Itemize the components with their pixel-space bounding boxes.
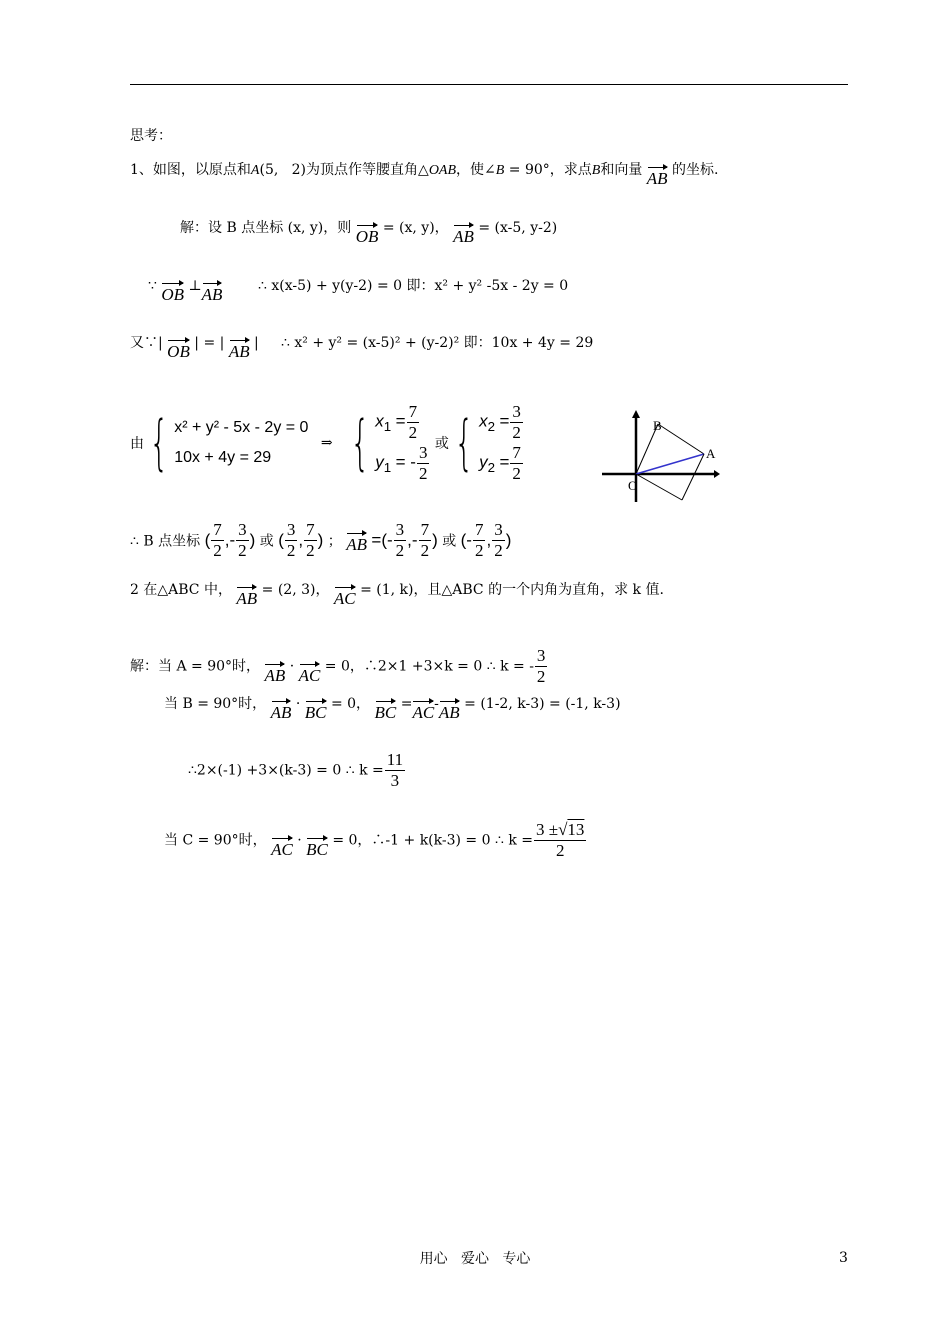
q1-prefix: 1、如图，以原点和 xyxy=(130,162,251,178)
sol1-l2-eq: ∴ x(x-5) + y(y-2) = 0 即：x² + y² -5x - 2y = 0 xyxy=(258,278,569,294)
vector-oa xyxy=(636,454,704,474)
solution-1-line-2: ∵ OB ⊥AB ∴ x(x-5) + y(y-2) = 0 即：x² + y² -5x - 2y = 0 xyxy=(148,278,569,304)
vector-ob: OB xyxy=(167,336,190,360)
vector-ab: AB xyxy=(271,697,292,721)
vector-ab: AB xyxy=(264,660,285,684)
vector-bc: BC xyxy=(306,834,328,858)
sol2-b-res: ∴2×(-1) +3×(k-3) = 0 ∴ k = xyxy=(188,762,384,779)
sol2-a-pre: 解：当 A = 90°时， xyxy=(130,658,261,675)
q1-end: 的坐标. xyxy=(672,162,719,178)
vector-bc: BC xyxy=(305,697,327,721)
solution-2-case-c: 当 C = 90°时， AC · BC = 0，∴-1 + k(k-3) = 0 ∴ k = $\frac{3 \pm√13}{2}$ xyxy=(164,820,585,860)
sol1-l3-pre: 又∵ xyxy=(130,335,158,351)
q2-text3: = (1, k)，且△ABC 的一个内角为直角，求 k 值. xyxy=(360,582,664,598)
triangle-figure xyxy=(598,408,720,504)
footer-text: 用心 爱心 专心 xyxy=(419,1251,531,1267)
sol2-a-eq: = 0，∴2×1 +3×k = 0 ∴ k = - xyxy=(324,658,534,675)
q2-text2: = (2, 3)， xyxy=(261,582,330,598)
solution-2-case-b-result: ∴2×(-1) +3×(k-3) = 0 ∴ k = $\frac{11}{3}$ xyxy=(188,750,404,790)
label-o: O xyxy=(628,478,638,493)
sol1-eq1: = (x, y)， xyxy=(382,220,449,236)
vector-ac: AC xyxy=(299,660,321,684)
vector-ab: AB xyxy=(439,697,460,721)
q2-text1: 2 在△ABC 中， xyxy=(130,582,232,598)
vector-ac: AC xyxy=(271,834,293,858)
vector-ab: AB xyxy=(346,529,367,553)
sol2-b-eq2: = (1-2, k-3) = (-1, k-3) xyxy=(464,696,621,712)
heading: 思考： xyxy=(130,128,172,144)
vector-ab: AB xyxy=(647,163,668,187)
sys-or: 或 xyxy=(434,436,449,452)
segment-a-d xyxy=(682,454,704,500)
solution-2-case-b: 当 B = 90°时， AB · BC = 0， BC =AC-AB = (1-2, k-3) = (-1, k-3) xyxy=(164,696,621,722)
sys-eq-a: x² + y² - 5x - 2y = 0 xyxy=(174,419,309,436)
label-b: B xyxy=(653,418,662,433)
sys-eq-b: 10x + 4y = 29 xyxy=(174,449,272,466)
solution-1-line-1 xyxy=(180,218,557,245)
sys-pre: 由 xyxy=(130,436,144,452)
segment-d-o xyxy=(636,474,682,500)
vector-ab: AB xyxy=(453,221,474,245)
res-pre: ∴ B 点坐标 xyxy=(130,533,201,550)
y-axis-arrow-icon xyxy=(632,410,640,418)
label-a: A xyxy=(706,446,716,461)
segment-ba xyxy=(658,424,704,454)
x-axis-arrow-icon xyxy=(714,470,720,478)
vector-ob: OB xyxy=(161,279,184,303)
sol2-c-eq: = 0，∴-1 + k(k-3) = 0 ∴ k = xyxy=(332,832,533,849)
solution-1-result: ∴ B 点坐标 ( $\frac{7}{2}$ ,- $\frac{3}{2}$ ) 或 ( $\frac{3}{2}$ , $\frac{7}{2}$ ) ； AB =(- $\frac{3}{2}$ ,- $\frac{7}{2}$ ) 或 (- $\frac{7}{2}$ , $\frac{3}{2}$ ) xyxy=(130,520,512,560)
vector-ac: AC xyxy=(412,697,434,721)
vector-ab: AB xyxy=(236,583,257,607)
sol2-b-eq: = 0， xyxy=(330,696,371,712)
sol1-eq2: = (x-5, y-2) xyxy=(478,220,558,236)
header-rule xyxy=(130,84,848,85)
sol1-l3-eq: ∴ x² + y² = (x-5)² + (y-2)² 即：10x + 4y = 29 xyxy=(281,335,594,351)
vector-ab: AB xyxy=(202,279,223,303)
q1-tri: OAB xyxy=(428,163,457,178)
q1-angle: B xyxy=(495,163,505,178)
vector-bc: BC xyxy=(375,697,397,721)
solution-1-line-3: 又∵| OB | = | AB | ∴ x² + y² = (x-5)² + (y-2)² 即：10x + 4y = 29 xyxy=(130,335,594,361)
res-or-1: 或 xyxy=(259,533,274,550)
q1-point: B xyxy=(591,163,601,178)
q1-mid: 为顶点作等腰直角△ xyxy=(306,162,429,178)
sol1-l1: 解：设 B 点坐标 (x, y)，则 xyxy=(180,220,352,236)
sol2-b-pre: 当 B = 90°时， xyxy=(164,696,267,712)
vector-ac: AC xyxy=(334,583,356,607)
equation-system: 由{ x² + y² - 5x - 2y = 0 10x + 4y = 29 ⇒ { $x_1$ = $\frac{7}{2}$ $y_1$ = - $\frac{3}{2}$ 或{ $x_2$ = $\frac{3}{2}$ $y_2$ = $\frac{7}{2}$ xyxy=(130,402,521,483)
vector-ob: OB xyxy=(356,221,379,245)
question-1: 1、如图，以原点和A(5, 2)为顶点作等腰直角△OAB，使∠B = 90°，求点B和向量 AB 的坐标. xyxy=(130,162,719,188)
q1-cond2: = 90°，求点 xyxy=(504,162,592,178)
solution-2-case-a: 解：当 A = 90°时， AB · AC = 0，∴2×1 +3×k = 0 ∴ k = - $\frac{3}{2}$ xyxy=(130,646,546,686)
question-2 xyxy=(130,580,664,607)
vector-ab: AB xyxy=(229,336,250,360)
page-number: 3 xyxy=(839,1250,848,1266)
q1-tail: 和向量 xyxy=(600,162,643,178)
sol2-c-pre: 当 C = 90°时， xyxy=(164,832,267,849)
q1-cond: ，使∠ xyxy=(456,162,496,178)
